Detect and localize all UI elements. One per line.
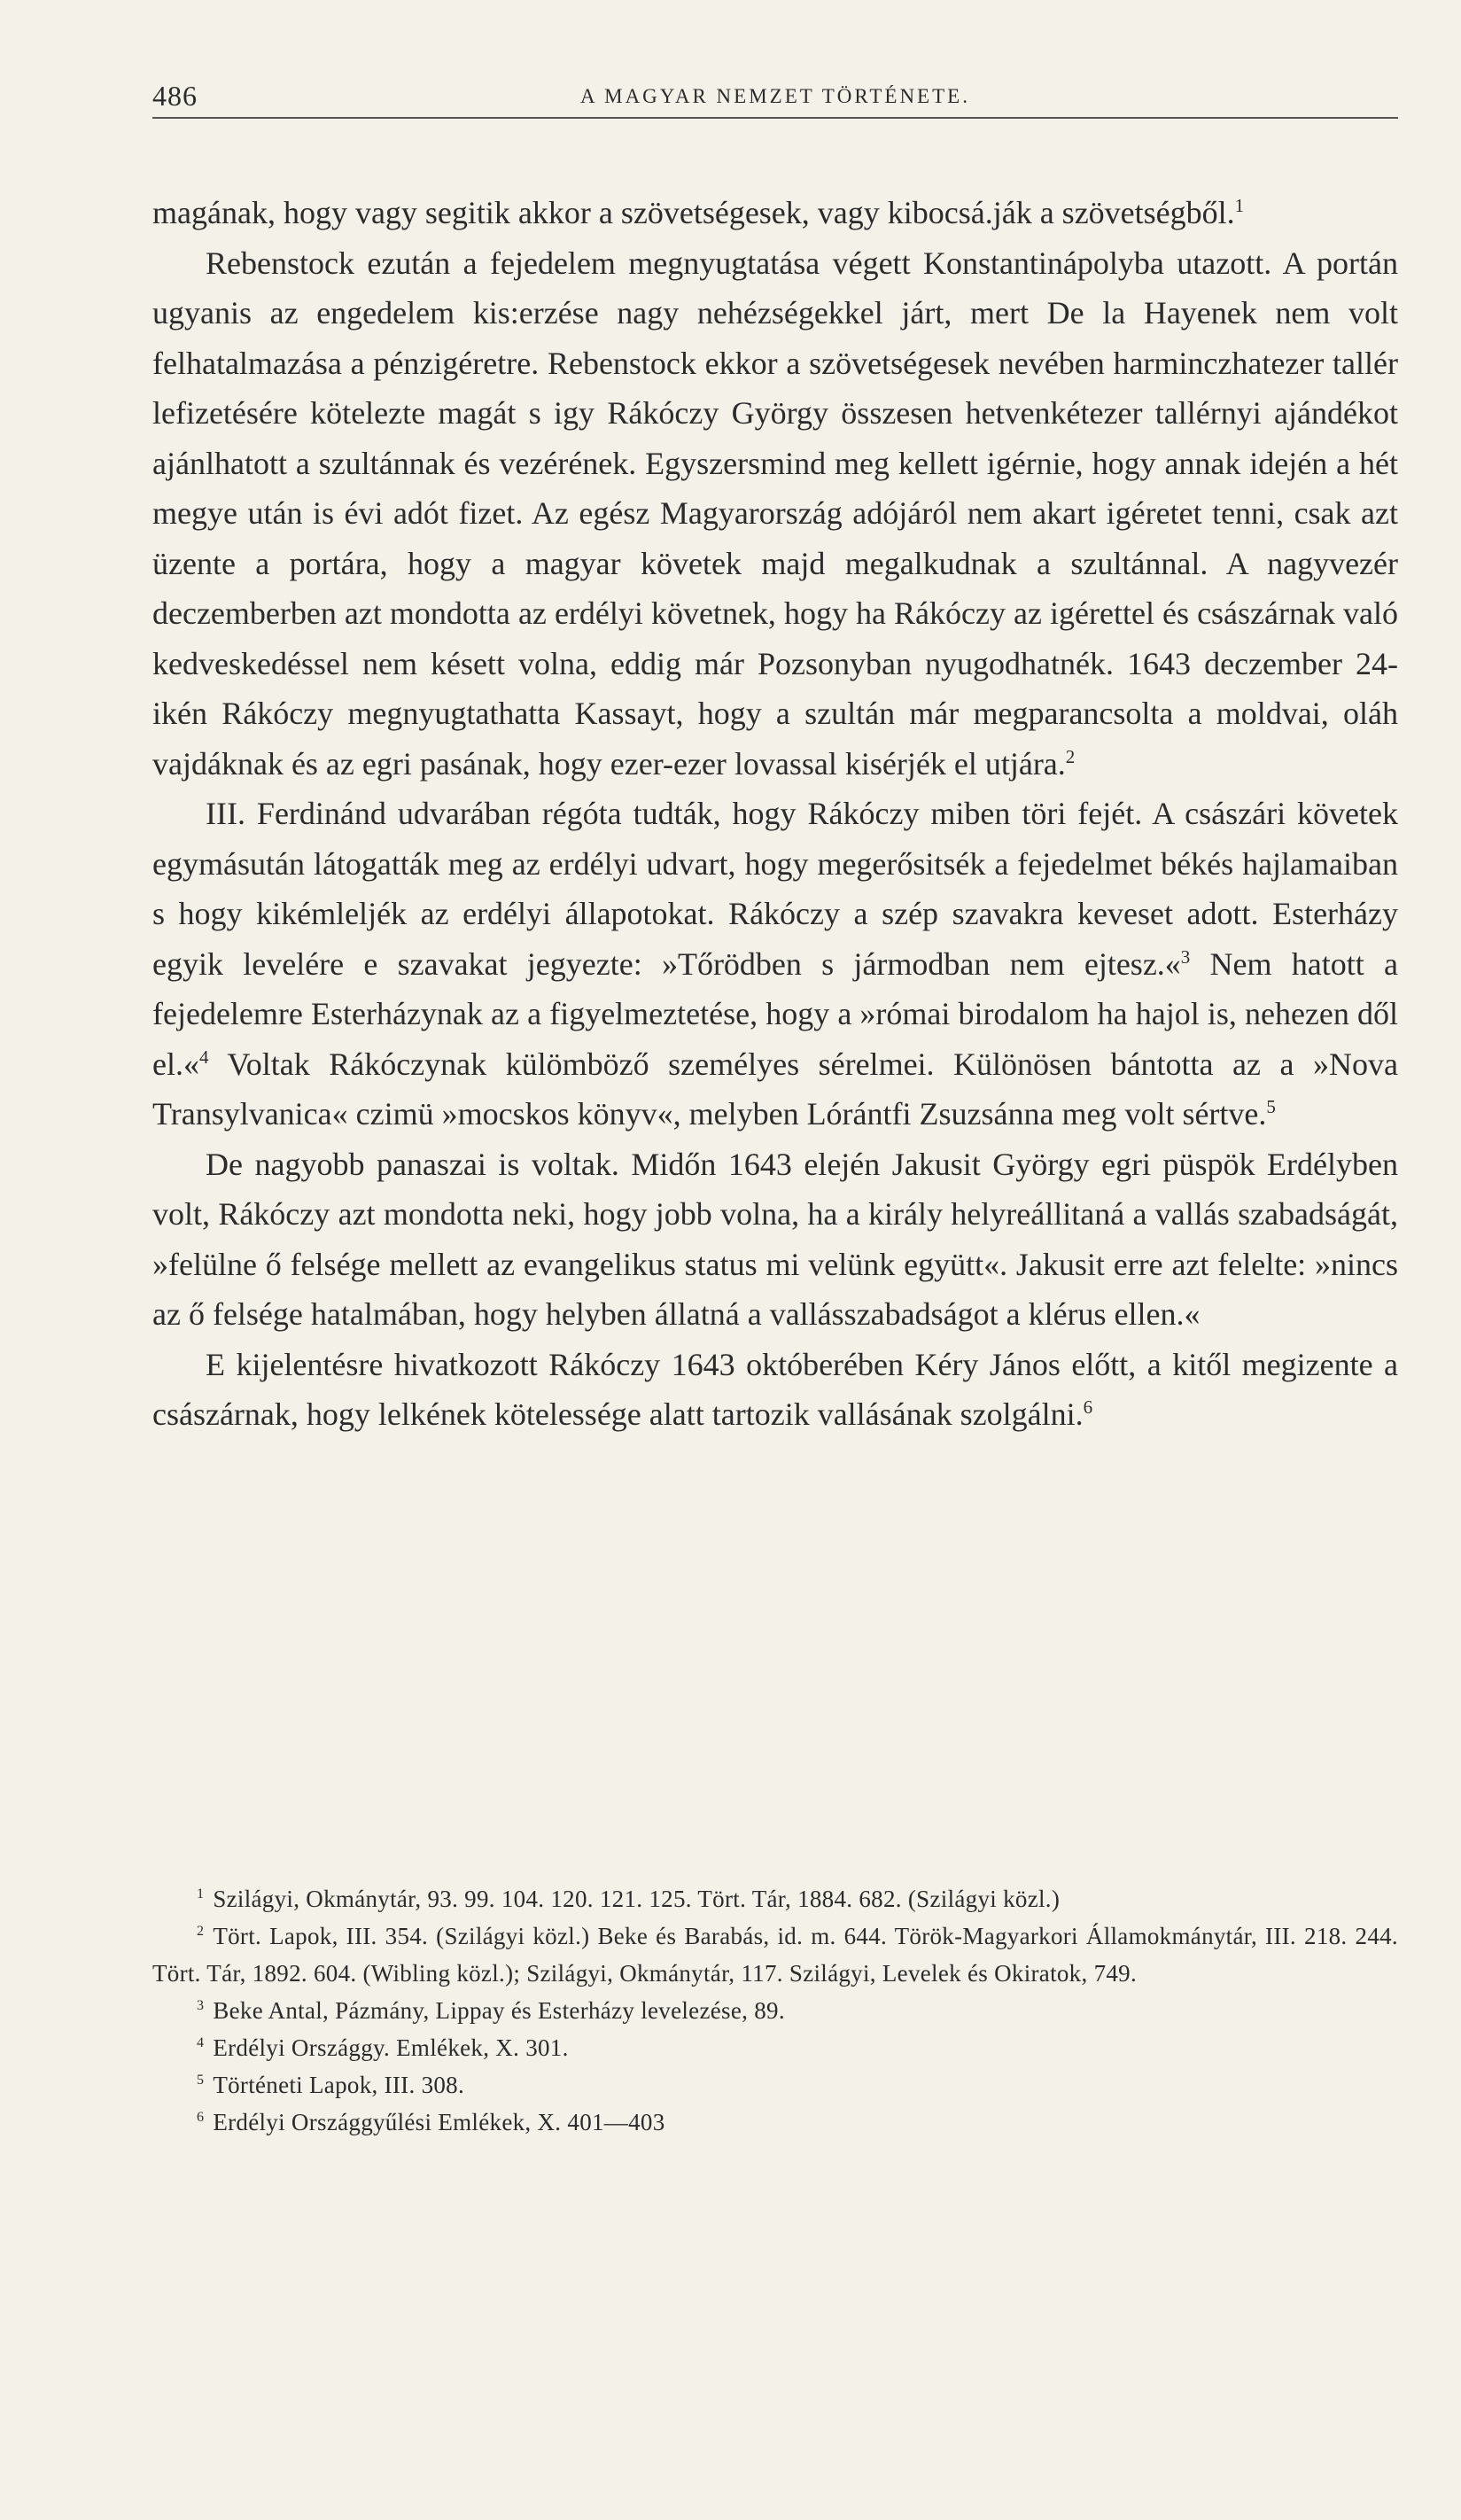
- footnote-reference: 6: [1083, 1396, 1093, 1418]
- paragraph-text: De nagyobb panaszai is voltak. Midőn 1643 elején Jakusit György egri püspök Erdélyben volt, Rákóczy azt mondotta neki, hogy jobb volna, ha a király helyreállitaná a vallás szabadságát, »felülne ő felsége mellett az evangelikus status mi velünk együtt«. Jakusit erre azt felelte: »nincs az ő felsége hatalmában, hogy helyben állatná a vallásszabadságot a klérus ellen.«: [152, 1146, 1398, 1332]
- footnote: [152, 1880, 1398, 1917]
- paragraph-text-continued: Voltak Rákóczynak külömböző személyes sérelmei. Különösen bántotta az a »Nova Transylvanica« czimü »mocskos könyv«, melyben Lórántfi Zsuzsánna meg volt sértve.: [152, 1046, 1398, 1132]
- paragraph: [152, 1340, 1398, 1440]
- paragraph: [152, 238, 1398, 789]
- footnote-text: Erdélyi Országgyűlési Emlékek, X. 401—403: [213, 2109, 665, 2135]
- page-number: 486: [152, 80, 198, 112]
- footnote-text: Beke Antal, Pázmány, Lippay és Esterházy levelezése, 89.: [213, 1997, 785, 2024]
- footnote-text: Történeti Lapok, III. 308.: [213, 2072, 465, 2098]
- footnote-mark: 5: [197, 2073, 205, 2088]
- footnote-text: Erdélyi Országgy. Emlékek, X. 301.: [213, 2034, 569, 2061]
- footnote-mark: 6: [197, 2110, 205, 2125]
- footnote-mark: 4: [197, 2035, 205, 2050]
- page-header: [152, 78, 1398, 119]
- paragraph: [152, 1139, 1398, 1340]
- footnote-text: Tört. Lapok, III. 354. (Szilágyi közl.) Beke és Barabás, id. m. 644. Török-Magyarkori Államokmánytár, III. 218. 244. Tört. Tár, 1892. 604. (Wibling közl.); Szilágyi, Okmánytár, 117. Szilágyi, Levelek és Okiratok, 749.: [152, 1923, 1398, 1987]
- paragraph-text-continued: Nem hatott a fejedelemre Esterházynak az a figyelmeztetése, hogy a »római birodalom ha hajol is, nehezen dől el.«: [152, 945, 1398, 1082]
- paragraph: [152, 789, 1398, 1139]
- paragraph: [152, 188, 1398, 238]
- footnote-text: Szilágyi, Okmánytár, 93. 99. 104. 120. 121. 125. Tört. Tár, 1884. 682. (Szilágyi közl.): [213, 1886, 1061, 1912]
- footnote-mark: 1: [197, 1886, 205, 1902]
- paragraph-text: E kijelentésre hivatkozott Rákóczy 1643 októberében Kéry János előtt, a kitől megizente a császárnak, hogy lelkének kötelessége alatt tartozik vallásának szolgálni.: [152, 1346, 1398, 1432]
- paragraph-text: magának, hogy vagy segitik akkor a szövetségesek, vagy kibocsá.ják a szövetségből.: [152, 195, 1235, 230]
- footnote-reference: 2: [1065, 745, 1076, 767]
- footnotes: [152, 1880, 1398, 2141]
- footnote-mark: 2: [197, 1924, 205, 1939]
- footnote-mark: 3: [197, 1998, 205, 2013]
- paragraph-text: Rebenstock ezután a fejedelem megnyugtatása végett Konstantinápolyba utazott. A portán ugyanis az engedelem kis:erzése nagy nehézségekkel járt, mert De la Hayenek nem volt felhatalmazása a pénzigéretre. Rebenstock ekkor a szövetségesek nevében harminczhatezer tallér lefizetésére kötelezte magát s igy Rákóczy György összesen hetvenkétezer tallérnyi ajándékot ajánlhatott a szultánnak és vezérének. Egyszersmind meg kellett igérnie, hogy annak idején a hét megye után is évi adót fizet. Az egész Magyarország adójáról nem akart igéretet tenni, csak azt üzente a portára, hogy a magyar követek majd megalkudnak a szultánnal. A nagyvezér deczemberben azt mondotta az erdélyi követnek, hogy ha Rákóczy az igérettel és császárnak való kedveskedéssel nem késett volna, eddig már Pozsonyban nyugodhatnék. 1643 deczember 24-ikén Rákóczy megnyugtathatta Kassayt, hogy a szultán már megparancsolta a moldvai, oláh vajdáknak és az egri pasának, hogy ezer-ezer lovassal kisérjék el utjára.: [152, 245, 1398, 782]
- footnote: [152, 1992, 1398, 2029]
- footnote: [152, 2066, 1398, 2104]
- paragraph-text: III. Ferdinánd udvarában régóta tudták, hogy Rákóczy miben töri fejét. A császári követek egymásután látogatták meg az erdélyi udvart, hogy megerősitsék a fejedelmet békés hajlamaiban s hogy kikémleljék az erdélyi állapotokat. Rákóczy a szép szavakra keveset adott. Esterházy egyik levelére e szavakat jegyezte: »Tőrödben s jármodban nem ejtesz.«: [152, 796, 1398, 982]
- footnote-reference: 3: [1180, 945, 1191, 968]
- footnote: [152, 1917, 1398, 1992]
- running-title: A MAGYAR NEMZET TÖRTÉNETE.: [580, 85, 970, 107]
- footnote: [152, 2029, 1398, 2066]
- footnote-reference: 4: [198, 1046, 209, 1068]
- footnote: [152, 2104, 1398, 2141]
- footnote-reference: 1: [1234, 195, 1245, 216]
- footnote-reference: 5: [1266, 1096, 1276, 1117]
- main-text: [152, 188, 1398, 1440]
